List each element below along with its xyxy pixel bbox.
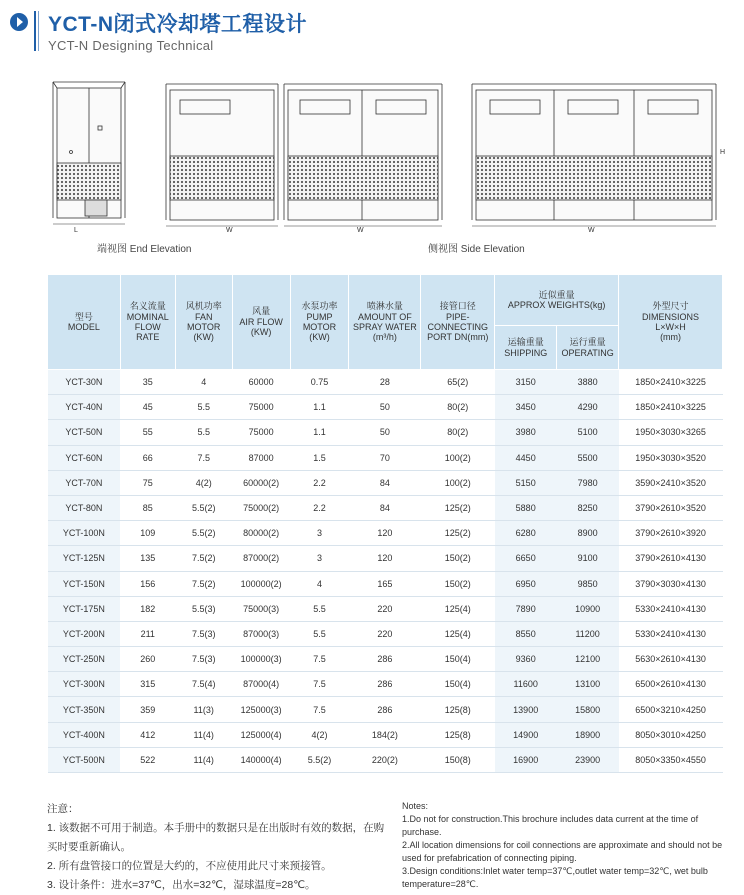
spec-table [47,274,723,773]
table-cell: 7.5 [290,697,349,722]
table-cell: 135 [120,546,175,571]
table-cell: 125(2) [421,495,495,520]
table-cell: 165 [349,571,421,596]
table-cell: 9360 [495,647,557,672]
table-cell: 5.5(3) [175,596,232,621]
table-cell: 140000(4) [232,747,290,772]
table-row [48,521,723,546]
table-cell: 7.5(3) [175,621,232,646]
table-cell: 5.5(2) [290,747,349,772]
dim-label-l: L [74,227,78,234]
table-cell: 9100 [557,546,619,571]
table-cell: 28 [349,370,421,395]
table-cell: 1850×2410×3225 [619,370,723,395]
table-row [48,571,723,596]
table-cell: YCT-500N [48,747,121,772]
table-cell: 3790×2610×3920 [619,521,723,546]
dim-label-w: W [226,227,233,234]
table-cell: 125000(3) [232,697,290,722]
table-cell: 8900 [557,521,619,546]
table-cell: 55 [120,420,175,445]
table-cell: 87000(3) [232,621,290,646]
table-cell: 125(2) [421,521,495,546]
table-cell: 0.75 [290,370,349,395]
table-cell: 182 [120,596,175,621]
table-cell: 120 [349,546,421,571]
dim-label-w2: W [357,227,364,234]
th-operating: 运行重量 OPERATING [557,326,619,370]
table-cell: 5.5(2) [175,495,232,520]
table-cell: 3590×2410×3520 [619,470,723,495]
table-cell: 4(2) [290,722,349,747]
table-cell: 75 [120,470,175,495]
table-cell: 7.5(2) [175,571,232,596]
notes-cn-item-2: 2. 所有盘管接口的位置是大约的，不应使用此尺寸来预接管。 [47,860,332,872]
page-title: YCT-N闭式冷却塔工程设计 [48,13,307,36]
table-cell: 125(8) [421,722,495,747]
side-elevation-partial [166,84,278,226]
th-spray: 喷淋水量 AMOUNT OF SPRAY WATER (m³/h) [349,275,421,370]
table-cell: 84 [349,470,421,495]
table-cell: YCT-60N [48,445,121,470]
table-cell: 50 [349,420,421,445]
table-cell: 4450 [495,445,557,470]
table-cell: 66 [120,445,175,470]
play-bullet-icon [10,13,28,31]
table-cell: YCT-80N [48,495,121,520]
table-cell: 5500 [557,445,619,470]
th-flow: 名义流量 MOMINAL FLOW RATE [120,275,175,370]
table-cell: 50 [349,395,421,420]
table-cell: YCT-175N [48,596,121,621]
table-cell: 1850×2410×3225 [619,395,723,420]
table-cell: 100(2) [421,470,495,495]
table-cell: 7.5(3) [175,647,232,672]
table-cell: 13100 [557,672,619,697]
table-cell: 7.5 [290,672,349,697]
dim-label-w3: W [588,227,595,234]
table-cell: YCT-250N [48,647,121,672]
table-cell: 10900 [557,596,619,621]
table-row [48,747,723,772]
table-cell: 14900 [495,722,557,747]
table-cell: 80(2) [421,420,495,445]
table-row [48,546,723,571]
table-cell: 120 [349,521,421,546]
elevation-svg [0,60,744,260]
table-cell: YCT-200N [48,621,121,646]
notes-cn-item-1: 1. 该数据不可用于制造。本手册中的数据只是在出版时有效的数据，在购买时要重新确认。 [47,822,385,853]
notes-chinese [47,800,387,895]
table-cell: 12100 [557,647,619,672]
table-cell: 3790×3030×4130 [619,571,723,596]
table-cell: 260 [120,647,175,672]
table-cell: 75000(3) [232,596,290,621]
table-cell: 1950×3030×3265 [619,420,723,445]
table-cell: 6280 [495,521,557,546]
table-cell: YCT-150N [48,571,121,596]
table-cell: 3980 [495,420,557,445]
table-cell: 315 [120,672,175,697]
table-cell: YCT-50N [48,420,121,445]
table-cell: 4(2) [175,470,232,495]
table-cell: 1950×3030×3520 [619,445,723,470]
side-elevation-two-cell [284,84,442,226]
th-pump: 水泵功率 PUMP MOTOR (KW) [290,275,349,370]
table-cell: 125(4) [421,596,495,621]
table-cell: 84 [349,495,421,520]
table-cell: 5630×2610×4130 [619,647,723,672]
side-elevation-three-cell [472,84,716,226]
table-cell: 15800 [557,697,619,722]
spec-table-header [48,275,723,370]
end-elevation-caption: 端视图 End Elevation [97,244,192,255]
table-cell: 80000(2) [232,521,290,546]
th-weights: 近似重量 APPROX WEIGHTS(kg) [495,275,619,326]
table-row [48,596,723,621]
table-cell: 6500×2610×4130 [619,672,723,697]
th-fan: 风机功率 FAN MOTOR (KW) [175,275,232,370]
table-cell: 184(2) [349,722,421,747]
table-cell: 11(3) [175,697,232,722]
table-row [48,470,723,495]
table-cell: 211 [120,621,175,646]
table-cell: 7.5 [175,445,232,470]
table-cell: 8250 [557,495,619,520]
table-cell: 65(2) [421,370,495,395]
table-cell: 125(8) [421,697,495,722]
table-cell: 150(8) [421,747,495,772]
table-cell: 5.5 [175,395,232,420]
table-cell: 11600 [495,672,557,697]
table-cell: 5330×2410×4130 [619,621,723,646]
table-cell: 286 [349,697,421,722]
table-cell: 18900 [557,722,619,747]
notes-cn-title: 注意： [47,803,79,815]
table-cell: 75000 [232,395,290,420]
table-row [48,395,723,420]
notes-english [402,800,728,891]
notes-en-item-3: 3.Design conditions:Inlet water temp=37℃,outlet water temp=32℃, wet bulb temperature=28℃. [402,866,708,889]
table-cell: 5150 [495,470,557,495]
th-dims: 外型尺寸 DIMENSIONS L×W×H (mm) [619,275,723,370]
table-cell: YCT-30N [48,370,121,395]
table-cell: 3790×2610×3520 [619,495,723,520]
page-header [10,8,730,54]
table-cell: 125(4) [421,621,495,646]
table-cell: 85 [120,495,175,520]
table-cell: YCT-125N [48,546,121,571]
table-cell: 109 [120,521,175,546]
table-cell: 3150 [495,370,557,395]
table-cell: 87000 [232,445,290,470]
table-cell: 5100 [557,420,619,445]
notes-en-title: Notes: [402,801,429,811]
table-cell: 2.2 [290,470,349,495]
end-elevation-drawing [53,82,125,224]
spec-table-body [48,370,723,773]
th-model: 型号 MODEL [48,275,121,370]
table-cell: 11(4) [175,747,232,772]
table-row [48,621,723,646]
table-cell: 5880 [495,495,557,520]
notes-cn-item-3: 3. 设计条件：进水=37℃，出水=32℃，湿球温度=28℃。 [47,879,316,891]
table-cell: 3790×2610×4130 [619,546,723,571]
table-cell: 23900 [557,747,619,772]
table-cell: 2.2 [290,495,349,520]
table-cell: 125000(4) [232,722,290,747]
table-row [48,370,723,395]
side-elevation-caption: 侧视图 Side Elevation [428,244,525,255]
table-cell: 7980 [557,470,619,495]
table-cell: 70 [349,445,421,470]
table-cell: 35 [120,370,175,395]
table-cell: 5330×2410×4130 [619,596,723,621]
table-cell: 3 [290,521,349,546]
table-cell: 412 [120,722,175,747]
table-cell: 80(2) [421,395,495,420]
table-cell: 150(2) [421,546,495,571]
table-cell: 1.1 [290,395,349,420]
table-cell: 5.5(2) [175,521,232,546]
table-cell: 5.5 [175,420,232,445]
table-cell: 11(4) [175,722,232,747]
table-cell: YCT-400N [48,722,121,747]
notes-en-item-2: 2.All location dimensions for coil connections are approximate and should not be used for prefabrication of connecting piping. [402,840,723,863]
table-cell: YCT-70N [48,470,121,495]
table-cell: 100000(2) [232,571,290,596]
page-subtitle: YCT-N Designing Technical [48,38,214,53]
notes-en-item-1: 1.Do not for construction.This brochure includes data current at the time of purchase. [402,814,699,837]
th-air: 风量 AIR FLOW (KW) [232,275,290,370]
table-cell: 150(4) [421,647,495,672]
table-cell: 60000(2) [232,470,290,495]
table-row [48,697,723,722]
table-cell: 100000(3) [232,647,290,672]
table-cell: 6500×3210×4250 [619,697,723,722]
table-row [48,495,723,520]
table-cell: 3880 [557,370,619,395]
table-cell: YCT-40N [48,395,121,420]
table-cell: 11200 [557,621,619,646]
table-cell: 220(2) [349,747,421,772]
dim-label-h: H [720,149,726,156]
table-cell: 7.5(2) [175,546,232,571]
table-cell: 4290 [557,395,619,420]
table-cell: 4 [290,571,349,596]
table-cell: 7.5 [290,647,349,672]
table-row [48,647,723,672]
table-cell: 286 [349,647,421,672]
table-cell: 9850 [557,571,619,596]
table-cell: YCT-350N [48,697,121,722]
table-cell: 1.5 [290,445,349,470]
table-cell: 8050×3350×4550 [619,747,723,772]
table-cell: 220 [349,621,421,646]
table-cell: 75000(2) [232,495,290,520]
table-cell: 100(2) [421,445,495,470]
table-cell: 6950 [495,571,557,596]
table-row [48,420,723,445]
header-divider [34,11,36,51]
table-cell: 286 [349,672,421,697]
table-cell: 150(2) [421,571,495,596]
table-cell: YCT-300N [48,672,121,697]
table-row [48,672,723,697]
table-cell: 5.5 [290,621,349,646]
table-cell: 522 [120,747,175,772]
table-cell: 8550 [495,621,557,646]
table-cell: 60000 [232,370,290,395]
table-cell: 8050×3010×4250 [619,722,723,747]
table-cell: 45 [120,395,175,420]
table-cell: 359 [120,697,175,722]
table-cell: 7890 [495,596,557,621]
table-cell: 6650 [495,546,557,571]
table-cell: 150(4) [421,672,495,697]
table-cell: 16900 [495,747,557,772]
table-cell: 3450 [495,395,557,420]
table-row [48,445,723,470]
table-cell: 13900 [495,697,557,722]
elevation-drawings [0,60,744,260]
table-cell: YCT-100N [48,521,121,546]
header-divider-thin [38,11,39,51]
table-cell: 156 [120,571,175,596]
table-cell: 4 [175,370,232,395]
th-shipping: 运输重量 SHIPPING [495,326,557,370]
table-cell: 3 [290,546,349,571]
table-cell: 87000(4) [232,672,290,697]
th-pipe: 接管口径 PIPE- CONNECTING PORT DN(mm) [421,275,495,370]
table-cell: 7.5(4) [175,672,232,697]
table-cell: 220 [349,596,421,621]
table-row [48,722,723,747]
table-cell: 5.5 [290,596,349,621]
table-cell: 1.1 [290,420,349,445]
table-cell: 87000(2) [232,546,290,571]
table-cell: 75000 [232,420,290,445]
